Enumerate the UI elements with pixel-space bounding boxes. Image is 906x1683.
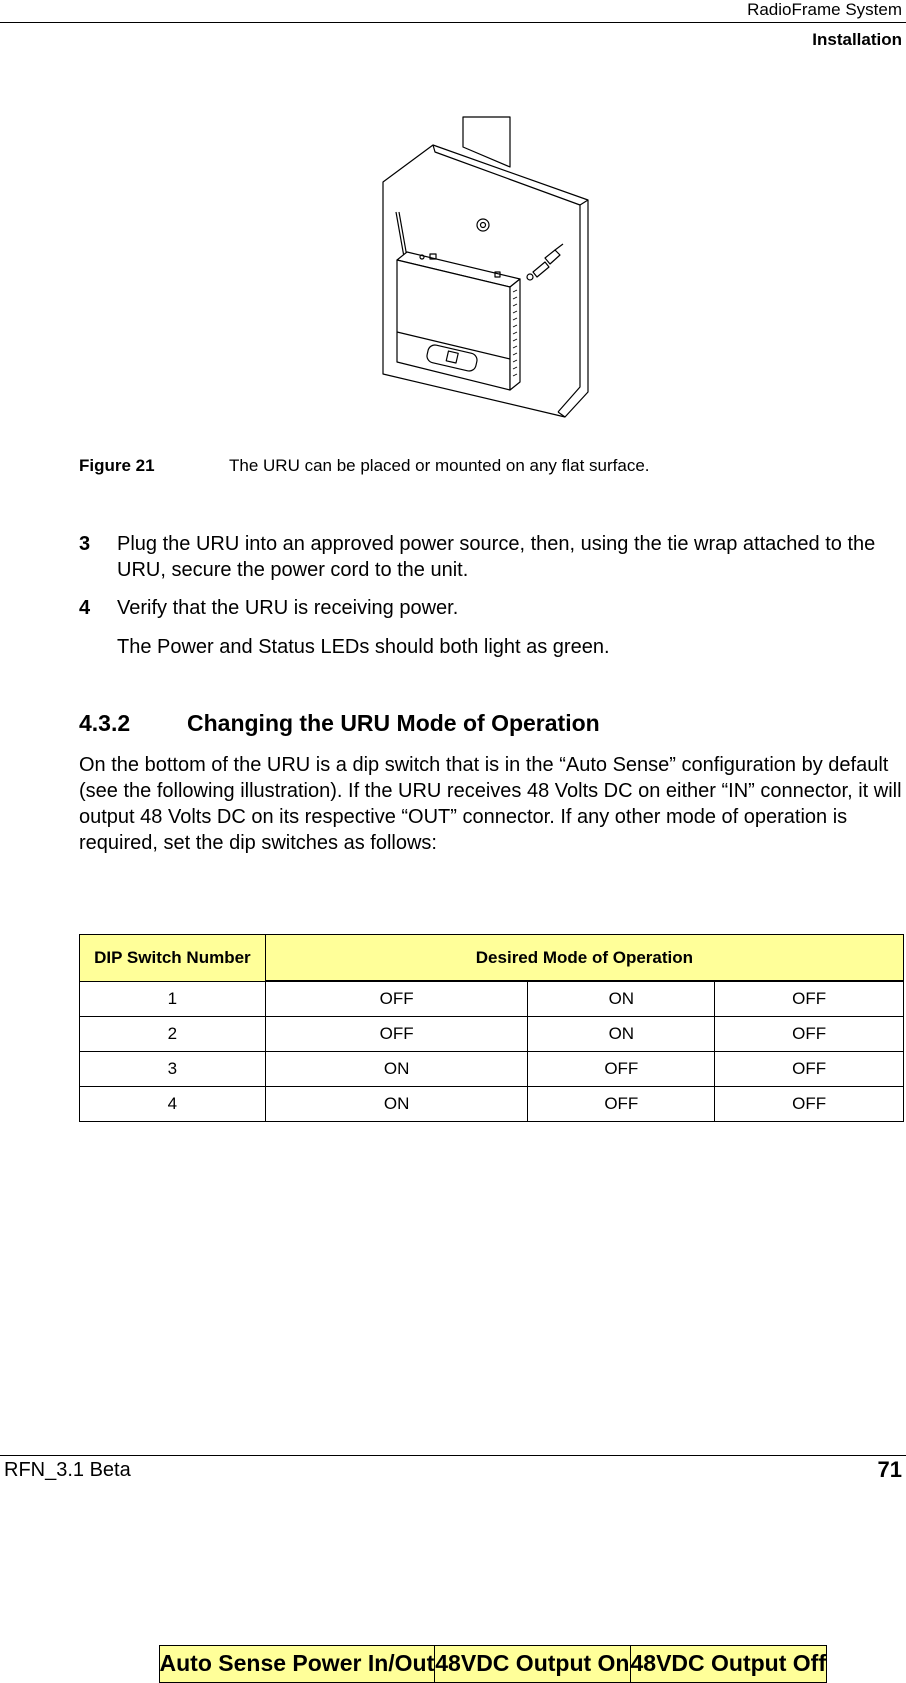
section-heading [79, 710, 600, 737]
table-cell: OFF [265, 1017, 528, 1052]
step-text: Verify that the URU is receiving power. [117, 597, 459, 619]
table-cell: ON [265, 1052, 528, 1087]
table-cell: ON [528, 1017, 715, 1052]
table-row [80, 1087, 904, 1122]
table-cell: ON [265, 1087, 528, 1122]
page-number: 71 [877, 1457, 902, 1482]
footer-doc-id: RFN_3.1 Beta [4, 1459, 131, 1481]
table-cell: 2 [80, 1017, 266, 1052]
uru-wall-mount-illustration [375, 112, 605, 430]
mode-header-auto-sense: Auto Sense Power In/Out [159, 1645, 435, 1682]
step-note: The Power and Status LEDs should both light as green. [117, 636, 610, 658]
table-cell: ON [528, 982, 715, 1017]
table-cell: OFF [528, 1087, 715, 1122]
section-title: Changing the URU Mode of Operation [187, 710, 600, 736]
table-cell: OFF [265, 982, 528, 1017]
table-cell: 4 [80, 1087, 266, 1122]
desired-mode-header: Desired Mode of Operation [265, 935, 903, 981]
header-title: RadioFrame System [747, 0, 902, 19]
step-number: 3 [79, 533, 91, 555]
table-row [80, 1052, 904, 1087]
table-cell: OFF [715, 1052, 904, 1087]
body-paragraph: On the bottom of the URU is a dip switch that is in the “Auto Sense” configuration by default (see the following illustration). If the URU receives 48 Volts DC on either “IN” connector, it will output 48 Volts DC on its respective “OUT” connector. If any other mode of operation is required, set the dip switches as follows: [79, 754, 902, 854]
table-cell: 1 [80, 982, 266, 1017]
header-rule [0, 22, 906, 23]
footer-rule [0, 1455, 906, 1456]
step-text: Plug the URU into an approved power source, then, using the tie wrap attached to the URU, secure the power cord to the unit. [117, 533, 876, 581]
dip-switch-number-header: DIP Switch Number [80, 935, 266, 982]
header-section: Installation [812, 30, 902, 49]
figure-caption [79, 456, 650, 476]
mode-header-output-off: 48VDC Output Off [630, 1645, 827, 1682]
table-cell: OFF [715, 982, 904, 1017]
figure-number: Figure 21 [79, 456, 155, 475]
table-cell: OFF [715, 1017, 904, 1052]
step-number: 4 [79, 597, 91, 619]
table-cell: 3 [80, 1052, 266, 1087]
table-cell: OFF [528, 1052, 715, 1087]
figure-caption-text: The URU can be placed or mounted on any flat surface. [229, 456, 650, 475]
table-row [80, 1017, 904, 1052]
table-cell: OFF [715, 1087, 904, 1122]
section-number: 4.3.2 [79, 710, 131, 736]
table-row [80, 982, 904, 1017]
mode-header-output-on: 48VDC Output On [435, 1645, 630, 1682]
